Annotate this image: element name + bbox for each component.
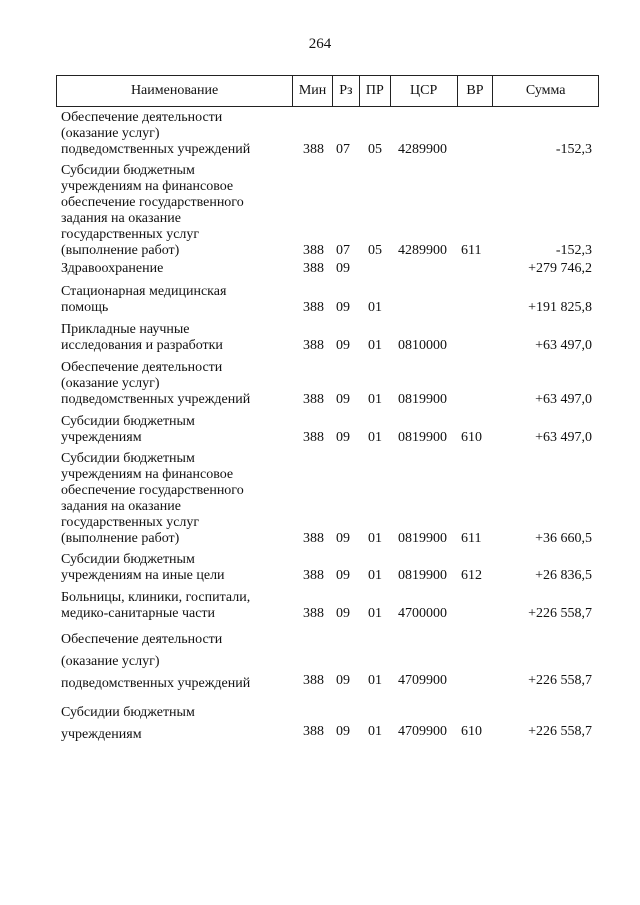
row-rz: 09 xyxy=(336,261,350,276)
row-pr: 01 xyxy=(368,392,382,407)
header-name: Наименование xyxy=(57,76,293,106)
row-vr: 610 xyxy=(461,724,482,739)
row-min: 388 xyxy=(303,673,324,688)
header-sum: Сумма xyxy=(525,83,566,98)
row-vr: 610 xyxy=(461,430,482,445)
row-name: Больницы, клиники, госпитали, медико-санитарные части xyxy=(61,590,251,621)
row-sum: +36 660,5 xyxy=(535,531,592,546)
table-row xyxy=(0,552,640,584)
row-csr: 0819900 xyxy=(398,568,447,583)
row-name: Субсидии бюджетным учреждениям на финансовое обеспечение государственного задания на оказание государственных услуг (выполнение работ) xyxy=(61,451,244,546)
row-min: 388 xyxy=(303,338,324,353)
row-vr: 611 xyxy=(461,531,482,546)
row-min: 388 xyxy=(303,300,324,315)
row-sum: +226 558,7 xyxy=(528,606,592,621)
row-sum: +226 558,7 xyxy=(528,673,592,688)
row-min: 388 xyxy=(303,430,324,445)
row-pr: 01 xyxy=(368,430,382,445)
table-header xyxy=(56,75,599,107)
row-min: 388 xyxy=(303,568,324,583)
row-pr: 01 xyxy=(368,673,382,688)
row-pr: 01 xyxy=(368,338,382,353)
row-min: 388 xyxy=(303,724,324,739)
row-min: 388 xyxy=(303,261,324,276)
row-rz: 09 xyxy=(336,724,350,739)
row-sum: +63 497,0 xyxy=(535,338,592,353)
table-row xyxy=(0,702,640,740)
row-sum: +191 825,8 xyxy=(528,300,592,315)
row-rz: 07 xyxy=(336,243,350,258)
row-vr: 611 xyxy=(461,243,482,258)
row-rz: 09 xyxy=(336,392,350,407)
row-csr: 0819900 xyxy=(398,531,447,546)
page-number: 264 xyxy=(308,36,332,52)
row-pr: 01 xyxy=(368,300,382,315)
row-rz: 09 xyxy=(336,673,350,688)
row-sum: +279 746,2 xyxy=(528,261,592,276)
table-row xyxy=(0,110,640,158)
table-row xyxy=(0,629,640,689)
row-csr: 0810000 xyxy=(398,338,447,353)
row-pr: 05 xyxy=(368,142,382,157)
header-vr: ВР xyxy=(458,76,494,106)
row-pr: 01 xyxy=(368,606,382,621)
row-sum: -152,3 xyxy=(555,142,592,157)
row-name: Обеспечение деятельности (оказание услуг) подведомственных учреждений xyxy=(61,360,251,407)
table-row xyxy=(0,451,640,547)
table-row xyxy=(0,163,640,259)
row-name: Субсидии бюджетным учреждениям на финансовое обеспечение государственного задания на оказание государственных услуг (выполнение работ) xyxy=(61,163,244,258)
row-sum: -152,3 xyxy=(555,243,592,258)
row-name: Прикладные научные исследования и разработки xyxy=(61,322,223,353)
row-min: 388 xyxy=(303,243,324,258)
row-pr: 05 xyxy=(368,243,382,258)
header-rz: Рз xyxy=(333,76,360,106)
row-rz: 09 xyxy=(336,300,350,315)
row-pr: 01 xyxy=(368,568,382,583)
row-rz: 07 xyxy=(336,142,350,157)
row-name: Стационарная медицинская помощь xyxy=(61,284,227,315)
row-csr: 0819900 xyxy=(398,430,447,445)
row-name: Обеспечение деятельности (оказание услуг) подведомственных учреждений xyxy=(61,110,251,157)
row-name: Субсидии бюджетным учреждениям xyxy=(61,414,195,445)
row-name: Субсидии бюджетным учреждениям xyxy=(61,705,195,742)
row-rz: 09 xyxy=(336,531,350,546)
row-csr: 0819900 xyxy=(398,392,447,407)
table-row xyxy=(0,360,640,408)
row-csr: 4709900 xyxy=(398,724,447,739)
row-csr: 4709900 xyxy=(398,673,447,688)
header-pr: ПР xyxy=(360,76,391,106)
row-name: Обеспечение деятельности (оказание услуг) подведомственных учреждений xyxy=(61,632,251,691)
header-min: Мин xyxy=(293,76,333,106)
row-name: Здравоохранение xyxy=(61,261,164,276)
row-rz: 09 xyxy=(336,606,350,621)
row-sum: +26 836,5 xyxy=(535,568,592,583)
row-min: 388 xyxy=(303,606,324,621)
row-rz: 09 xyxy=(336,430,350,445)
row-min: 388 xyxy=(303,531,324,546)
row-sum: +63 497,0 xyxy=(535,392,592,407)
table-row xyxy=(0,261,640,277)
row-name: Субсидии бюджетным учреждениям на иные цели xyxy=(61,552,225,583)
row-min: 388 xyxy=(303,392,324,407)
table-row xyxy=(0,590,640,622)
row-rz: 09 xyxy=(336,338,350,353)
row-min: 388 xyxy=(303,142,324,157)
table-row xyxy=(0,322,640,354)
row-sum: +63 497,0 xyxy=(535,430,592,445)
table-row xyxy=(0,284,640,316)
table-row xyxy=(0,414,640,446)
row-rz: 09 xyxy=(336,568,350,583)
row-csr: 4700000 xyxy=(398,606,447,621)
row-csr: 4289900 xyxy=(398,142,447,157)
row-pr: 01 xyxy=(368,531,382,546)
row-csr: 4289900 xyxy=(398,243,447,258)
header-csr: ЦСР xyxy=(391,76,458,106)
row-pr: 01 xyxy=(368,724,382,739)
row-vr: 612 xyxy=(461,568,482,583)
row-sum: +226 558,7 xyxy=(528,724,592,739)
